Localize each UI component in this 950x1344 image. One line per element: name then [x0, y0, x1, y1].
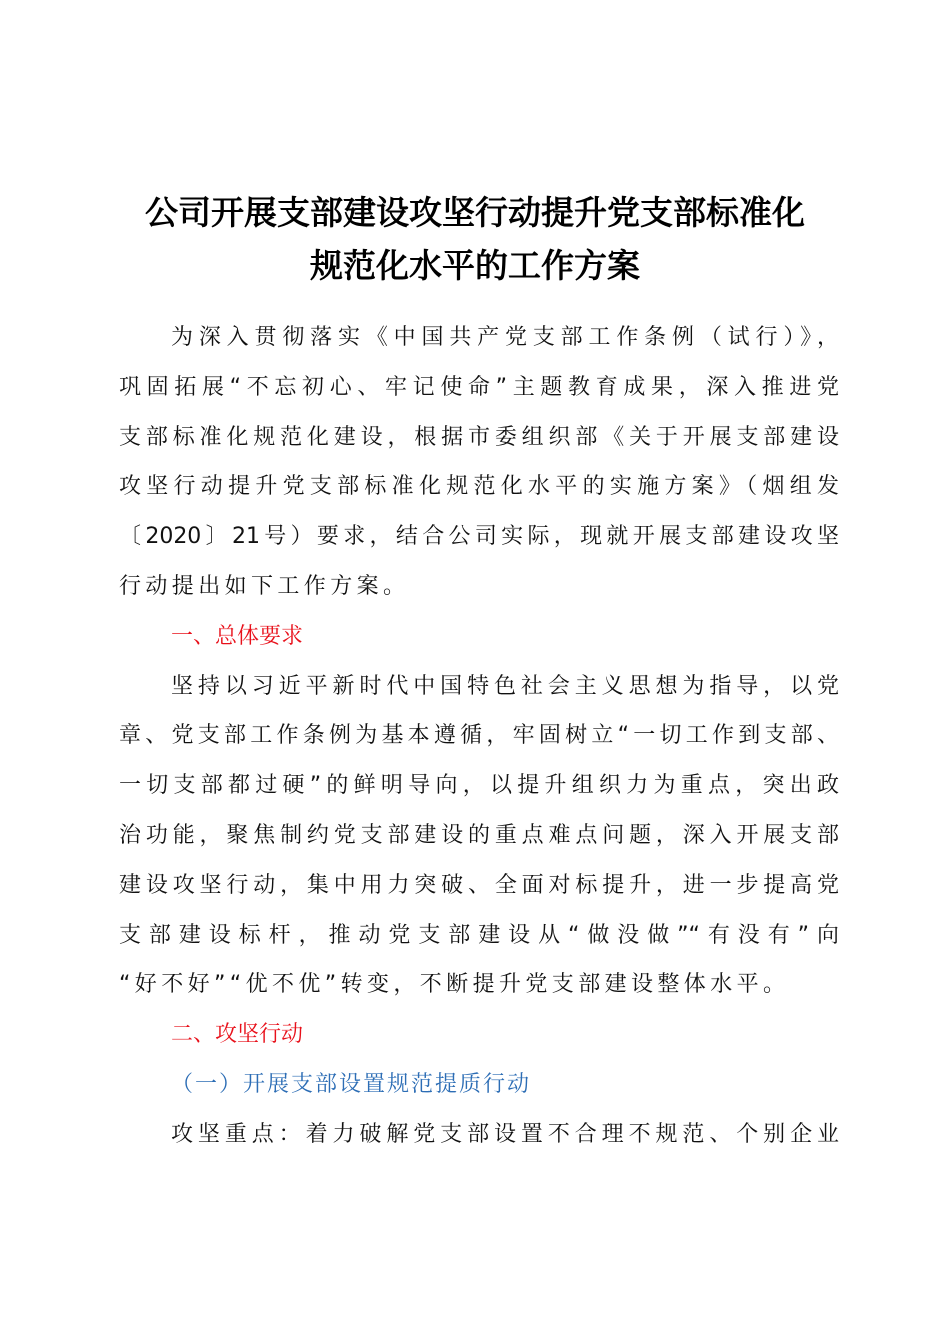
section1-line: 坚持以习近平新时代中国特色社会主义思想为指导，以党	[171, 673, 839, 699]
intro-line: 为深入贯彻落实《中国共产党支部工作条例（试行）》，	[171, 325, 839, 350]
subsection-heading-branch-setup: （一）开展支部设置规范提质行动	[171, 1071, 532, 1097]
intro-line: 攻坚行动提升党支部标准化规范化水平的实施方案》（烟组发	[119, 474, 839, 500]
section-heading-key-actions: 二、攻坚行动	[171, 1022, 304, 1048]
document-title	[100, 186, 850, 292]
section1-line: 治功能，聚焦制约党支部建设的重点难点问题，深入开展支部	[119, 822, 839, 848]
document-body	[119, 313, 839, 1160]
section1-line: 建设攻坚行动，集中用力突破、全面对标提升，进一步提高党	[119, 872, 839, 898]
section1-line: 一切支部都过硬”的鲜明导向，以提升组织力为重点，突出政	[119, 773, 839, 799]
subsection1-line: 攻坚重点：着力破解党支部设置不合理不规范、个别企业	[171, 1121, 839, 1147]
section-heading-general-requirements: 一、总体要求	[171, 623, 304, 649]
title-line-2: 规范化水平的工作方案	[310, 246, 640, 285]
intro-line: 支部标准化规范化建设，根据市委组织部《关于开展支部建设	[119, 424, 839, 450]
intro-line: 行动提出如下工作方案。	[119, 573, 410, 599]
section1-line: “好不好”“优不优”转变，不断提升党支部建设整体水平。	[119, 972, 790, 998]
title-line-1: 公司开展支部建设攻坚行动提升党支部标准化	[145, 193, 805, 232]
section1-line: 支部建设标杆，推动党支部建设从“做没做”“有没有”向	[119, 922, 839, 948]
intro-line: 〔2020〕21号）要求，结合公司实际，现就开展支部建设攻坚	[119, 524, 839, 550]
section1-line: 章、党支部工作条例为基本遵循，牢固树立“一切工作到支部、	[119, 723, 839, 749]
intro-line: 巩固拓展“不忘初心、牢记使命”主题教育成果，深入推进党	[119, 374, 839, 400]
